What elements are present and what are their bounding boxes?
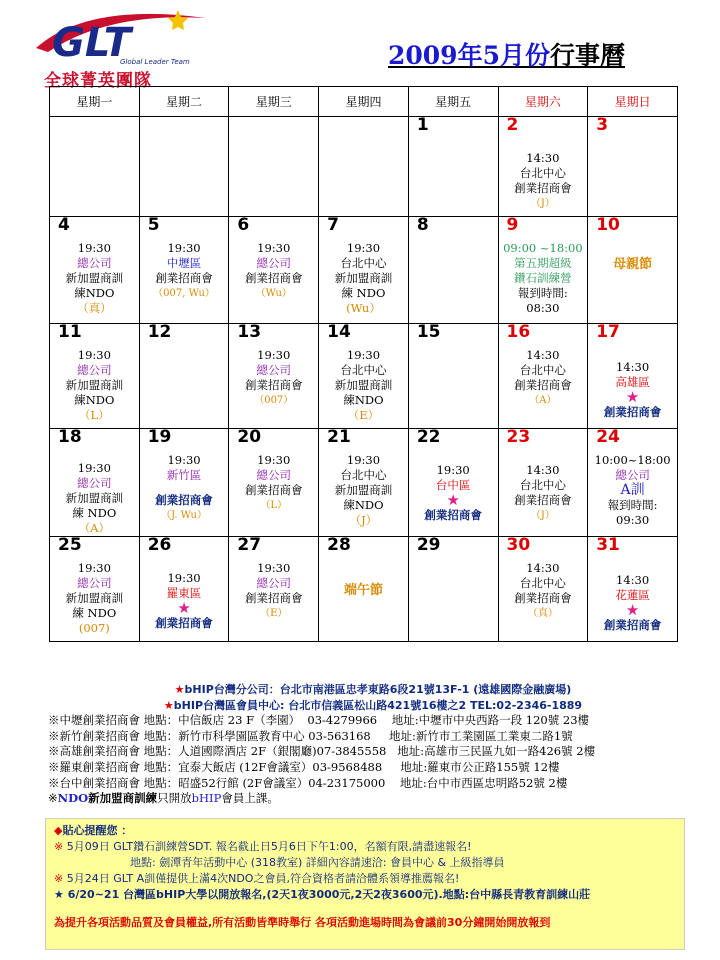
day-number: 17 [596, 322, 620, 342]
event-time: 19:30 [257, 453, 291, 467]
event-speaker: (007) [78, 621, 110, 635]
day-cell-13 [229, 324, 319, 429]
day-cell-7 [319, 217, 409, 324]
event-name: 練NDO [74, 393, 115, 407]
day-cell-1 [408, 117, 498, 217]
day-number: 6 [237, 215, 250, 235]
day-number: 24 [596, 427, 620, 447]
reminder-box [45, 818, 685, 950]
day-number: 13 [237, 322, 262, 342]
event-speaker: （真） [527, 608, 558, 619]
venue-row: ※台中創業招商會 地點：昭盛52行館 (2F會議室）04-23175000 地址:台中市西區忠明路52號 2樓 [48, 775, 568, 790]
weekday-tue: 星期二 [139, 87, 229, 117]
event-location: 台中區 [435, 478, 471, 492]
day-cell-5 [139, 217, 229, 324]
event-name: 第五期超級 [514, 256, 572, 270]
event-speaker: （007, Wu） [153, 288, 215, 299]
glt-logo [28, 8, 228, 91]
event-name: 創業招商會 [514, 591, 572, 605]
event-location: 台北中心 [519, 166, 566, 180]
day-number: 15 [416, 322, 441, 342]
event-speaker: （007） [254, 395, 294, 406]
event-location: 總公司 [77, 256, 112, 270]
day-cell-24 [588, 429, 678, 537]
event-speaker: （真） [77, 301, 112, 315]
title-month: 2009年5月份 [388, 41, 550, 70]
event-time: 19:30 [346, 241, 381, 255]
venue-row: ※羅東創業招商會 地點：宜泰大飯店 (12F會議室）03-9568488 地址:羅東市公正路155號 12樓 [48, 759, 560, 774]
week-row-3 [50, 324, 678, 429]
diamond-icon: ◆ [54, 824, 63, 837]
logo-subtitle: 全球菁英團隊 [44, 71, 152, 91]
event-name: 新加盟商訓 [334, 483, 393, 497]
event-time: 19:30 [167, 453, 201, 467]
day-number: 7 [327, 215, 339, 235]
reminder-item-1: ※ 5月09日 GLT鑽石訓練營SDT. 報名截止日5月6日下午1:00，名額有限,請盡速報名! [54, 840, 472, 853]
day-cell-empty [229, 117, 319, 217]
event-location: 台北中心 [519, 363, 566, 377]
event-time: 19:30 [77, 461, 111, 475]
venue-row: ※中壢創業招商會 地點：中信飯店 23 F（李園） 03-4279966 地址:中壢市中央西路一段 120號 23樓 [48, 713, 590, 728]
day-cell-15 [408, 324, 498, 429]
event-location: 總公司 [256, 468, 291, 482]
event-name: 創業招商會 [603, 405, 662, 419]
day-number: 28 [327, 535, 351, 555]
event-name: 創業招商會 [245, 271, 303, 285]
day-number: 1 [416, 115, 429, 135]
event-speaker: （A） [529, 395, 557, 406]
weekday-sat: 星期六 [498, 87, 588, 117]
event-time: 14:30 [616, 360, 650, 374]
event-time: 14:30 [526, 463, 560, 477]
event-name: 新加盟商訓 [65, 271, 124, 285]
event-speaker: （Wu） [255, 288, 292, 299]
event-time: 19:30 [257, 348, 291, 362]
event-time: 14:30 [526, 561, 560, 575]
weekday-thu: 星期四 [319, 87, 409, 117]
day-cell-22 [408, 429, 498, 537]
day-number: 21 [327, 427, 351, 447]
event-location: 台北中心 [340, 468, 387, 482]
event-name: 練 NDO [72, 506, 117, 520]
day-cell-2 [498, 117, 588, 217]
event-speaker: （L） [260, 500, 288, 511]
event-location: 總公司 [77, 363, 112, 377]
day-cell-empty [139, 117, 229, 217]
day-number: 20 [237, 427, 262, 447]
event-location: 台北中心 [519, 576, 566, 590]
event-location: 台北中心 [340, 256, 387, 270]
day-cell-27 [229, 537, 319, 642]
event-name: 創業招商會 [514, 493, 572, 507]
day-cell-19 [139, 429, 229, 537]
event-location: 中壢區 [166, 256, 202, 270]
bhip-branch-address: ★bHIP台灣分公司：台北市南港區忠孝東路6段21號13F-1 (遠雄國際金融廣場) [174, 683, 572, 696]
event-name: 練NDO [343, 498, 384, 512]
holiday-name: 母親節 [613, 257, 653, 272]
weekday-fri: 星期五 [408, 87, 498, 117]
event-location: 台北中心 [519, 478, 566, 492]
venue-row: ※新竹創業招商會 地點：新竹市科學園區教育中心 03-563168 地址:新竹市工業園區工業東二路1號 [48, 728, 573, 743]
day-number: 29 [416, 535, 441, 555]
page-title [388, 36, 625, 72]
event-time: 19:30 [167, 241, 201, 255]
reminder-footer: 為提升各項活動品質及會員權益,所有活動皆準時舉行 各項活動進場時間為會議前30分鐘開始開放報到 [54, 916, 551, 929]
event-time: 19:30 [436, 463, 470, 477]
event-name: 練NDO [74, 286, 115, 300]
event-time: 19:30 [346, 453, 381, 467]
event-name: 鑽石訓練營 [514, 271, 572, 285]
event-time: 19:30 [77, 348, 111, 362]
day-cell-30 [498, 537, 588, 642]
day-cell-11 [50, 324, 140, 429]
day-number: 31 [596, 535, 620, 555]
venue-row: ※高雄創業招商會 地點：人道國際酒店 2F（銀閣廳)07-3845558 地址:高雄市三民區九如一路426號 2樓 [48, 744, 596, 759]
event-speaker: （E） [347, 408, 380, 422]
event-speaker: （J） [530, 198, 555, 209]
day-number: 11 [58, 322, 82, 342]
event-location: 新竹區 [166, 468, 202, 482]
star-icon: ★ [625, 388, 640, 406]
event-checkin-label: 報到時間: [517, 286, 568, 300]
event-time: 14:30 [526, 151, 560, 165]
day-cell-21 [319, 429, 409, 537]
event-name: 創業招商會 [424, 508, 482, 522]
day-number: 5 [147, 215, 160, 235]
event-name: 創業招商會 [603, 618, 662, 632]
day-cell-10 [588, 217, 678, 324]
day-number: 25 [58, 535, 82, 555]
day-number: 27 [237, 535, 262, 555]
day-cell-14 [319, 324, 409, 429]
day-number: 12 [147, 322, 172, 342]
title-label: 行事曆 [549, 41, 625, 70]
day-number: 16 [506, 322, 531, 342]
day-number: 22 [416, 427, 441, 447]
calendar-table [49, 86, 678, 642]
logo-swoosh-icon [28, 8, 228, 66]
day-number: 26 [147, 535, 172, 555]
event-location: 總公司 [77, 576, 112, 590]
event-time: 19:30 [257, 241, 291, 255]
day-cell-12 [139, 324, 229, 429]
day-number: 18 [58, 427, 82, 447]
address-section [48, 682, 698, 807]
event-time: 19:30 [346, 348, 381, 362]
reminder-item-3: ★ 6/20~21 台灣區bHIP大學以開放報名,(2天1夜3000元,2天2夜3600元).地點:台中縣長青教育訓練山莊 [54, 888, 591, 901]
day-number: 2 [506, 115, 519, 135]
week-row-1 [50, 117, 678, 217]
event-checkin-time: 09:30 [616, 513, 650, 527]
day-number: 4 [58, 215, 70, 235]
event-location: 花蓮區 [615, 588, 650, 602]
event-name: 創業招商會 [155, 493, 213, 507]
reminder-item-2: ※ 5月24日 GLT A訓僅提供上滿4次NDO之會員,符合資格者請洽體系領導推薦報名! [54, 872, 460, 885]
weekday-mon: 星期一 [50, 87, 140, 117]
day-cell-4 [50, 217, 140, 324]
event-checkin-time: 08:30 [526, 301, 560, 315]
week-row-2 [50, 217, 678, 324]
day-cell-16 [498, 324, 588, 429]
day-cell-25 [50, 537, 140, 642]
event-name: 創業招商會 [155, 616, 213, 630]
week-row-5 [50, 537, 678, 642]
day-cell-6 [229, 217, 319, 324]
event-name: 創業招商會 [514, 378, 572, 392]
holiday-name: 端午節 [343, 583, 383, 598]
event-name: 新加盟商訓 [65, 491, 124, 505]
star-icon: ★ [177, 599, 191, 617]
reminder-heading: ◆貼心提醒您 ： [54, 824, 133, 837]
day-cell-20 [229, 429, 319, 537]
day-number: 8 [416, 215, 429, 235]
day-cell-28 [319, 537, 409, 642]
event-time: 14:30 [616, 573, 650, 587]
reminder-item-1-detail: 地點: 劍潭青年活動中心 (318教室) 詳細內容請速洽: 會員中心 & 上級指導員 [130, 856, 505, 869]
event-name: 創業招商會 [245, 591, 303, 605]
day-number: 10 [596, 215, 620, 235]
event-time: 19:30 [167, 571, 201, 585]
bhip-member-center-address: ★bHIP台灣區會員中心: 台北市信義區松山路421號16樓之2 TEL:02-2346-1889 [163, 698, 583, 712]
day-number: 14 [327, 322, 351, 342]
star-icon: ★ [163, 698, 174, 712]
event-name: 新加盟商訓 [334, 271, 393, 285]
day-cell-18 [50, 429, 140, 537]
event-speaker: （A） [78, 521, 110, 535]
day-cell-26 [139, 537, 229, 642]
event-checkin-label: 報到時間: [607, 498, 658, 512]
event-location: 總公司 [615, 468, 650, 482]
event-time: 10:00~18:00 [594, 453, 671, 467]
event-location: 總公司 [77, 476, 112, 490]
event-name: 創業招商會 [245, 483, 303, 497]
ndo-note: ※NDO新加盟商訓練只開放bHIP會員上課。 [48, 791, 279, 806]
logo-tagline: Global Leader Team [120, 58, 190, 66]
day-cell-8 [408, 217, 498, 324]
star-icon: ★ [174, 683, 185, 696]
event-time: 19:30 [257, 561, 291, 575]
day-cell-17 [588, 324, 678, 429]
event-location: 總公司 [256, 576, 291, 590]
week-row-4 [50, 429, 678, 537]
event-location: 總公司 [256, 363, 291, 377]
event-time: 19:30 [77, 241, 111, 255]
event-name: 創業招商會 [155, 271, 213, 285]
event-name: 新加盟商訓 [65, 591, 124, 605]
day-number: 3 [596, 115, 609, 135]
day-cell-29 [408, 537, 498, 642]
day-cell-3 [588, 117, 678, 217]
event-speaker: （J. Wu） [161, 510, 207, 521]
weekday-sun: 星期日 [588, 87, 678, 117]
logo-brand: GLT [52, 20, 131, 66]
day-cell-empty [319, 117, 409, 217]
star-icon: ★ [54, 888, 64, 901]
day-cell-31 [588, 537, 678, 642]
event-location: 總公司 [256, 256, 291, 270]
event-name: 練 NDO [72, 606, 117, 620]
event-location: 台北中心 [340, 363, 387, 377]
event-speaker: （L） [79, 408, 110, 422]
event-name: 新加盟商訓 [334, 378, 393, 392]
weekday-header-row [50, 87, 678, 117]
event-time: 19:30 [77, 561, 111, 575]
day-number: 9 [506, 215, 519, 235]
day-number: 19 [147, 427, 172, 447]
event-location: 高雄區 [615, 375, 650, 389]
event-speaker: （J） [349, 513, 378, 527]
event-location: 羅東區 [166, 586, 202, 600]
event-name: 練NDO [343, 393, 384, 407]
day-cell-9 [498, 217, 588, 324]
event-name: 新加盟商訓 [65, 378, 124, 392]
event-name: 創業招商會 [514, 181, 572, 195]
day-cell-23 [498, 429, 588, 537]
event-name: 練 NDO [341, 286, 386, 300]
day-number: 23 [506, 427, 531, 447]
event-speaker: （E） [260, 608, 288, 619]
event-name: 創業招商會 [245, 378, 303, 392]
star-icon: ★ [625, 601, 640, 619]
event-time: 14:30 [526, 348, 560, 362]
star-icon: ★ [446, 491, 460, 509]
event-name: A訓 [620, 482, 645, 498]
event-speaker: (Wu） [346, 301, 381, 315]
event-time: 09:00 ~18:00 [503, 241, 583, 255]
weekday-wed: 星期三 [229, 87, 319, 117]
event-speaker: （J） [530, 510, 555, 521]
day-cell-empty [50, 117, 140, 217]
day-number: 30 [506, 535, 531, 555]
